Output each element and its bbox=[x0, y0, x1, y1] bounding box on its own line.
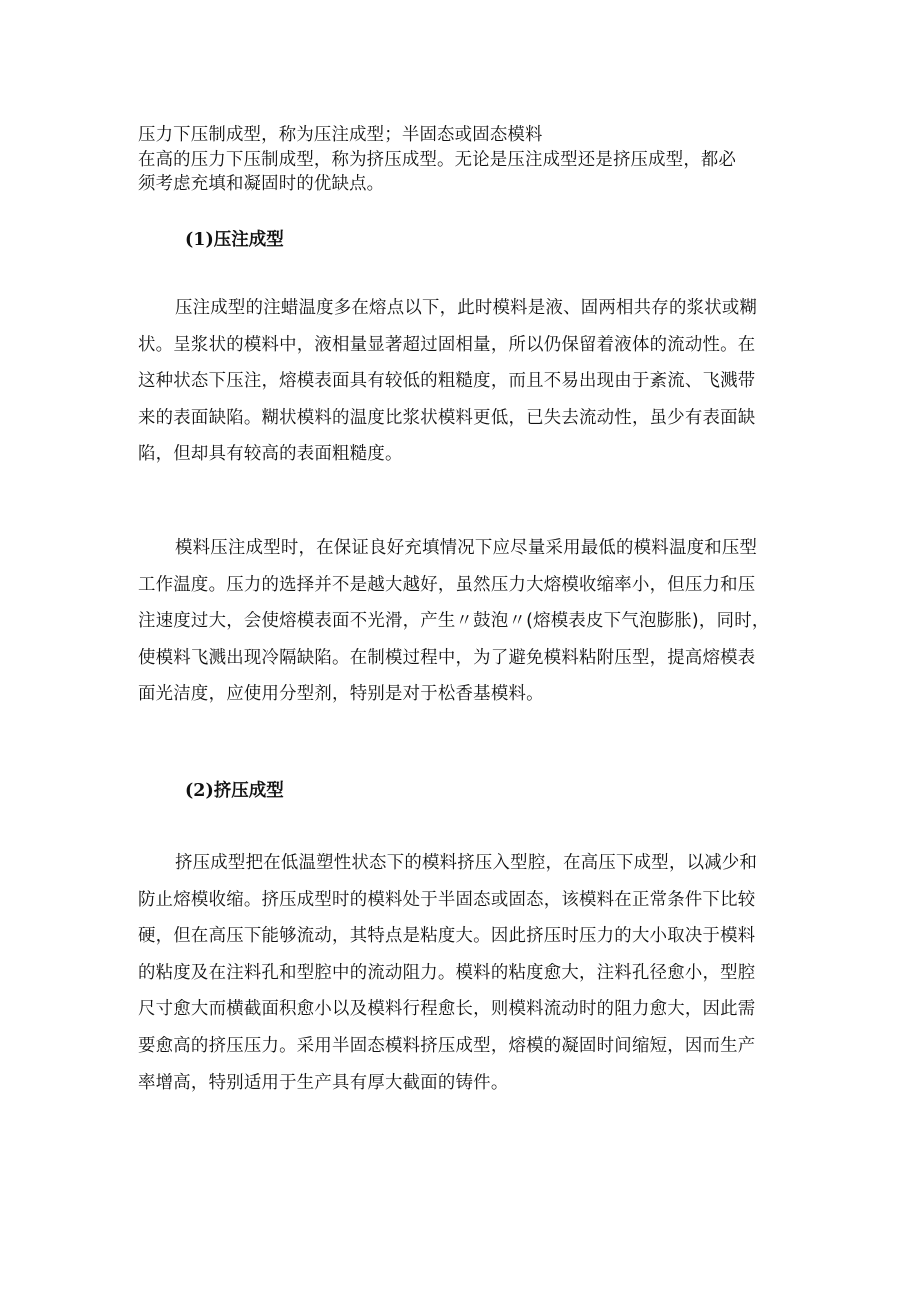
intro-line: 在高的压力下压制成型，称为挤压成型。无论是压注成型还是挤压成型，都必 bbox=[138, 149, 737, 170]
section1-paragraph-2 bbox=[138, 530, 788, 713]
paragraph-line: 注速度过大，会使熔模表面不光滑，产生〃鼓泡〃(熔模表皮下气泡膨胀)，同时， bbox=[138, 611, 770, 632]
section-heading-compression-molding: (1)压注成型 bbox=[185, 230, 284, 250]
paragraph-line: 模料压注成型时，在保证良好充填情况下应尽量采用最低的模料温度和压型 bbox=[175, 538, 758, 558]
section2-paragraph-1 bbox=[138, 845, 788, 1101]
paragraph-line: 使模料飞溅出现冷隔缺陷。在制模过程中，为了避免模料粘附压型，提高熔模表 bbox=[138, 647, 756, 668]
paragraph-line: 挤压成型把在低温塑性状态下的模料挤压入型腔，在高压下成型，以减少和 bbox=[175, 853, 758, 873]
paragraph-line: 陷，但却具有较高的表面粗糙度。 bbox=[138, 444, 403, 465]
paragraph-line: 防止熔模收缩。挤压成型时的模料处于半固态或固态，该模料在正常条件下比较 bbox=[138, 889, 756, 910]
section-heading-extrusion-molding: (2)挤压成型 bbox=[185, 781, 284, 801]
section1-paragraph-1 bbox=[138, 290, 788, 473]
paragraph-line: 状。呈浆状的模料中，液相量显著超过固相量，所以仍保留着液体的流动性。在 bbox=[138, 334, 756, 355]
paragraph-line: 率增高，特别适用于生产具有厚大截面的铸件。 bbox=[138, 1072, 509, 1093]
intro-paragraph bbox=[138, 123, 798, 197]
paragraph-line: 要愈高的挤压压力。采用半固态模料挤压成型，熔模的凝固时间缩短，因而生产 bbox=[138, 1035, 756, 1056]
paragraph-line: 压注成型的注蜡温度多在熔点以下，此时模料是液、固两相共存的浆状或糊 bbox=[175, 298, 758, 318]
paragraph-line: 的粘度及在注料孔和型腔中的流动阻力。模料的粘度愈大，注料孔径愈小，型腔 bbox=[138, 962, 756, 983]
intro-line: 压力下压制成型，称为压注成型；半固态或固态模料 bbox=[138, 125, 543, 145]
intro-line: 须考虑充填和凝固时的优缺点。 bbox=[138, 174, 385, 194]
paragraph-line: 尺寸愈大而横截面积愈小以及模料行程愈长，则模料流动时的阻力愈大，因此需 bbox=[138, 999, 756, 1020]
paragraph-line: 来的表面缺陷。糊状模料的温度比浆状模料更低，已失去流动性，虽少有表面缺 bbox=[138, 407, 756, 428]
paragraph-line: 这种状态下压注，熔模表面具有较低的粗糙度，而且不易出现由于紊流、飞溅带 bbox=[138, 371, 756, 392]
paragraph-line: 工作温度。压力的选择并不是越大越好，虽然压力大熔模收缩率小，但压力和压 bbox=[138, 574, 756, 595]
paragraph-line: 硬，但在高压下能够流动，其特点是粘度大。因此挤压时压力的大小取决于模料 bbox=[138, 926, 756, 947]
paragraph-line: 面光洁度，应使用分型剂，特别是对于松香基模料。 bbox=[138, 684, 544, 705]
